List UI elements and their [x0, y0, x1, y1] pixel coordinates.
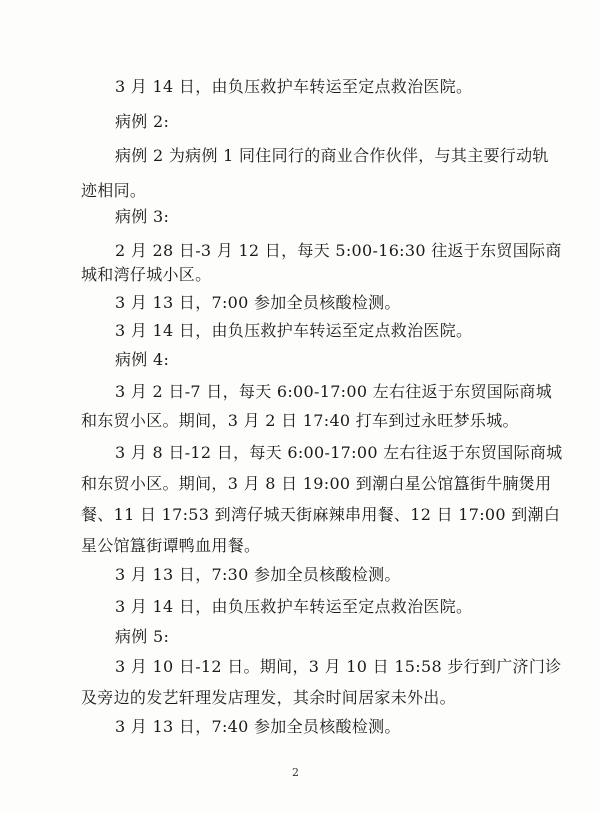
text-line: 和东贸小区。期间，3 月 8 日 19:00 到潮白星公馆簋街牛腩煲用: [81, 474, 552, 493]
text-line: 3 月 8 日-12 日，每天 6:00-17:00 左右往返于东贸国际商城: [115, 443, 563, 462]
page-number: 2: [292, 766, 299, 779]
text-line: 3 月 14 日，由负压救护车转运至定点救治医院。: [115, 77, 473, 96]
text-line: 迹相同。: [81, 181, 147, 200]
case-heading: 病例 4:: [115, 350, 170, 369]
text-line: 3 月 2 日-7 日，每天 6:00-17:00 左右往返于东贸国际商城: [115, 382, 553, 401]
text-line: 3 月 13 日，7:40 参加全员核酸检测。: [115, 717, 401, 736]
case-heading: 病例 5:: [115, 627, 170, 646]
text-line: 2 月 28 日-3 月 12 日，每天 5:00-16:30 往返于东贸国际商: [115, 241, 562, 260]
text-line: 星公馆簋街谭鸭血用餐。: [81, 536, 261, 555]
text-line: 城和湾仔城小区。: [81, 265, 212, 284]
text-line: 3 月 13 日，7:30 参加全员核酸检测。: [115, 565, 401, 584]
text-line: 3 月 13 日，7:00 参加全员核酸检测。: [115, 293, 401, 312]
case-heading: 病例 2:: [115, 112, 170, 131]
text-line: 病例 2 为病例 1 同住同行的商业合作伙伴，与其主要行动轨: [115, 146, 549, 165]
text-line: 3 月 14 日，由负压救护车转运至定点救治医院。: [115, 321, 473, 340]
case-heading: 病例 3:: [115, 207, 170, 226]
text-line: 和东贸小区。期间，3 月 2 日 17:40 打车到过永旺梦乐城。: [81, 411, 519, 430]
text-line: 3 月 10 日-12 日。期间，3 月 10 日 15:58 步行到广济门诊: [115, 657, 562, 676]
text-line: 餐、11 日 17:53 到湾仔城天街麻辣串用餐、12 日 17:00 到潮白: [81, 505, 561, 524]
text-line: 3 月 14 日，由负压救护车转运至定点救治医院。: [115, 597, 473, 616]
text-line: 及旁边的发艺轩理发店理发，其余时间居家未外出。: [81, 688, 456, 707]
